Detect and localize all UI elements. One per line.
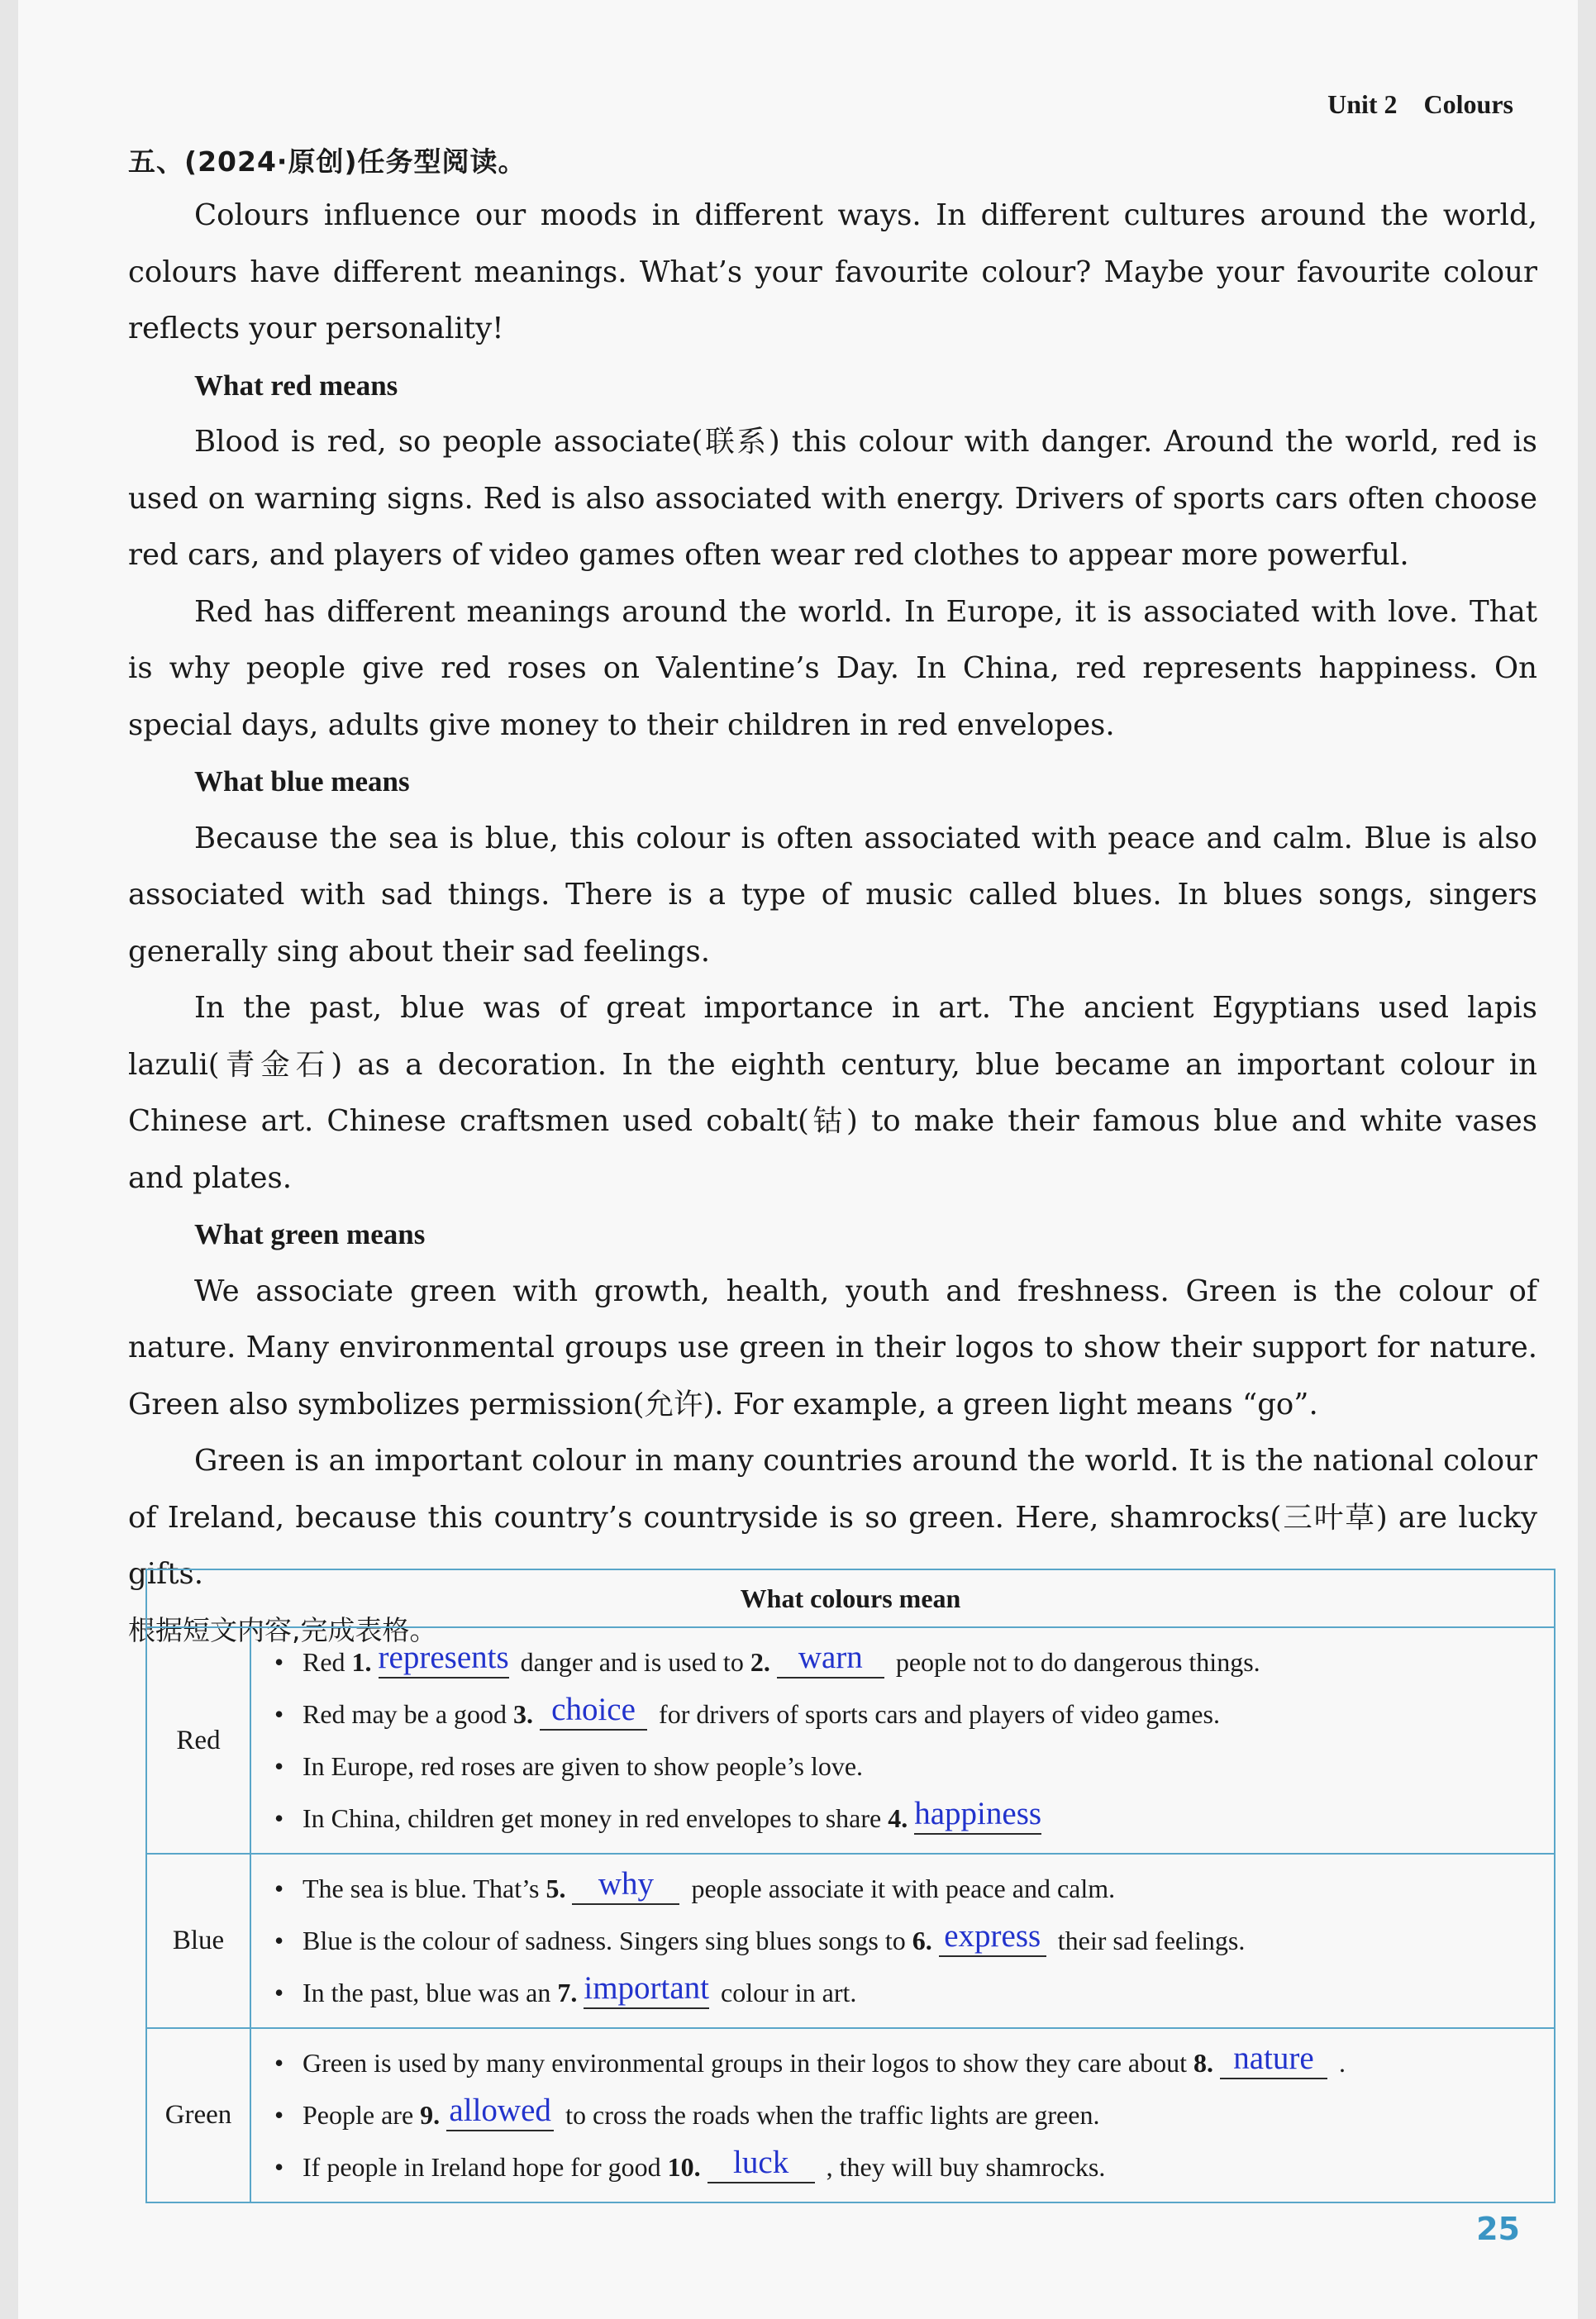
page <box>18 0 1578 2319</box>
table-row-green <box>146 2028 1555 2202</box>
red-item-1: • Red 1. represents danger and is used to 2. warn people not to do dangerous things. <box>274 1636 1554 1688</box>
answer-blank-7[interactable]: important <box>584 1970 709 2009</box>
answer-blank-10[interactable]: luck <box>707 2145 815 2183</box>
answer-blank-6[interactable]: express <box>939 1918 1046 1957</box>
unit-title: Colours <box>1423 89 1513 119</box>
green-heading: What green means <box>194 1218 426 1250</box>
red-paragraph-2: Red has different meanings around the world. In Europe, it is associated with love. That is why people give red roses on Valentine’s Day. In China, red represents happiness. On special days, adults give money to their children in red envelopes. <box>128 594 1537 742</box>
red-item-4: • In China, children get money in red envelopes to share 4. happiness <box>274 1793 1554 1845</box>
table-row-red <box>146 1627 1555 1854</box>
answer-blank-1[interactable]: represents <box>379 1640 509 1679</box>
green-item-1: • Green is used by many environmental groups in their logos to show they care about 8. nature . <box>274 2037 1554 2089</box>
blue-paragraph-1: Because the sea is blue, this colour is often associated with peace and calm. Blue is also associated with sad things. There is a type of music called blues. In blues songs, singers generally sing about their sad feelings. <box>128 821 1537 969</box>
red-paragraph-1: Blood is red, so people associate(联系) this colour with danger. Around the world, red is used on warning signs. Red is also associated with energy. Drivers of sports cars often choose red cars, and players of video games often wear red clothes to appear more powerful. <box>128 425 1537 572</box>
bullet: • <box>274 1699 284 1729</box>
colours-table <box>145 1569 1556 2203</box>
red-item-2: • Red may be a good 3. choice for drivers of sports cars and players of video games. <box>274 1688 1554 1740</box>
intro-paragraph: Colours influence our moods in different ways. In different cultures around the world, colours have different meanings. What’s your favourite colour? Maybe your favourite colour reflects your personality! <box>128 198 1537 345</box>
bullet: • <box>274 1926 284 1955</box>
table-row-blue <box>146 1854 1555 2028</box>
answer-blank-8[interactable]: nature <box>1220 2040 1327 2079</box>
unit-label: Unit 2 <box>1327 89 1398 119</box>
answer-blank-2[interactable]: warn <box>777 1640 884 1679</box>
red-item-3: • In Europe, red roses are given to show people’s love. <box>274 1740 1554 1793</box>
row-label-red: Red <box>146 1627 250 1854</box>
bullet: • <box>274 1978 284 2007</box>
bullet: • <box>274 1803 284 1833</box>
reading-passage <box>128 140 1537 1658</box>
green-paragraph-1: We associate green with growth, health, youth and freshness. Green is the colour of nature. Many environmental groups use green in their logos to show their support for nature. Green also symbolizes permission(允许). For example, a green light means “go”. <box>128 1274 1537 1421</box>
blue-item-3: • In the past, blue was an 7. important colour in art. <box>274 1967 1554 2019</box>
bullet: • <box>274 2048 284 2078</box>
blue-item-1: • The sea is blue. That’s 5. why people associate it with peace and calm. <box>274 1863 1554 1915</box>
bullet: • <box>274 1647 284 1677</box>
answer-blank-5[interactable]: why <box>572 1866 679 1905</box>
section-title: 五、(2024·原创)任务型阅读。 <box>128 145 526 178</box>
row-label-blue: Blue <box>146 1854 250 2028</box>
green-paragraph-2: Green is an important colour in many countries around the world. It is the national colour of Ireland, because this country’s countryside is so green. Here, shamrocks(三叶草) are lucky gifts. <box>128 1444 1537 1591</box>
bullet: • <box>274 1874 284 1903</box>
bullet: • <box>274 2100 284 2130</box>
answer-blank-9[interactable]: allowed <box>446 2093 554 2131</box>
running-header <box>1301 89 1513 120</box>
table-header: What colours mean <box>146 1569 1555 1627</box>
blue-item-2: • Blue is the colour of sadness. Singers sing blues songs to 6. express their sad feelings. <box>274 1915 1554 1967</box>
green-item-2: • People are 9. allowed to cross the roads when the traffic lights are green. <box>274 2089 1554 2141</box>
green-item-3: • If people in Ireland hope for good 10. luck , they will buy shamrocks. <box>274 2141 1554 2193</box>
blue-paragraph-2: In the past, blue was of great importance in art. The ancient Egyptians used lapis lazuli(青金石) as a decoration. In the eighth century, blue became an important colour in Chinese art. Chinese craftsmen used cobalt(钴) to make their famous blue and white vases and plates. <box>128 991 1537 1195</box>
answer-blank-3[interactable]: choice <box>540 1692 647 1731</box>
row-label-green: Green <box>146 2028 250 2202</box>
answer-blank-4[interactable]: happiness <box>914 1796 1041 1835</box>
bullet: • <box>274 2152 284 2182</box>
page-number: 25 <box>1476 2211 1520 2247</box>
bullet: • <box>274 1751 284 1781</box>
task-instruction: 根据短文内容,完成表格。 <box>128 1613 437 1646</box>
blue-heading: What blue means <box>194 765 410 798</box>
red-heading: What red means <box>194 369 398 402</box>
